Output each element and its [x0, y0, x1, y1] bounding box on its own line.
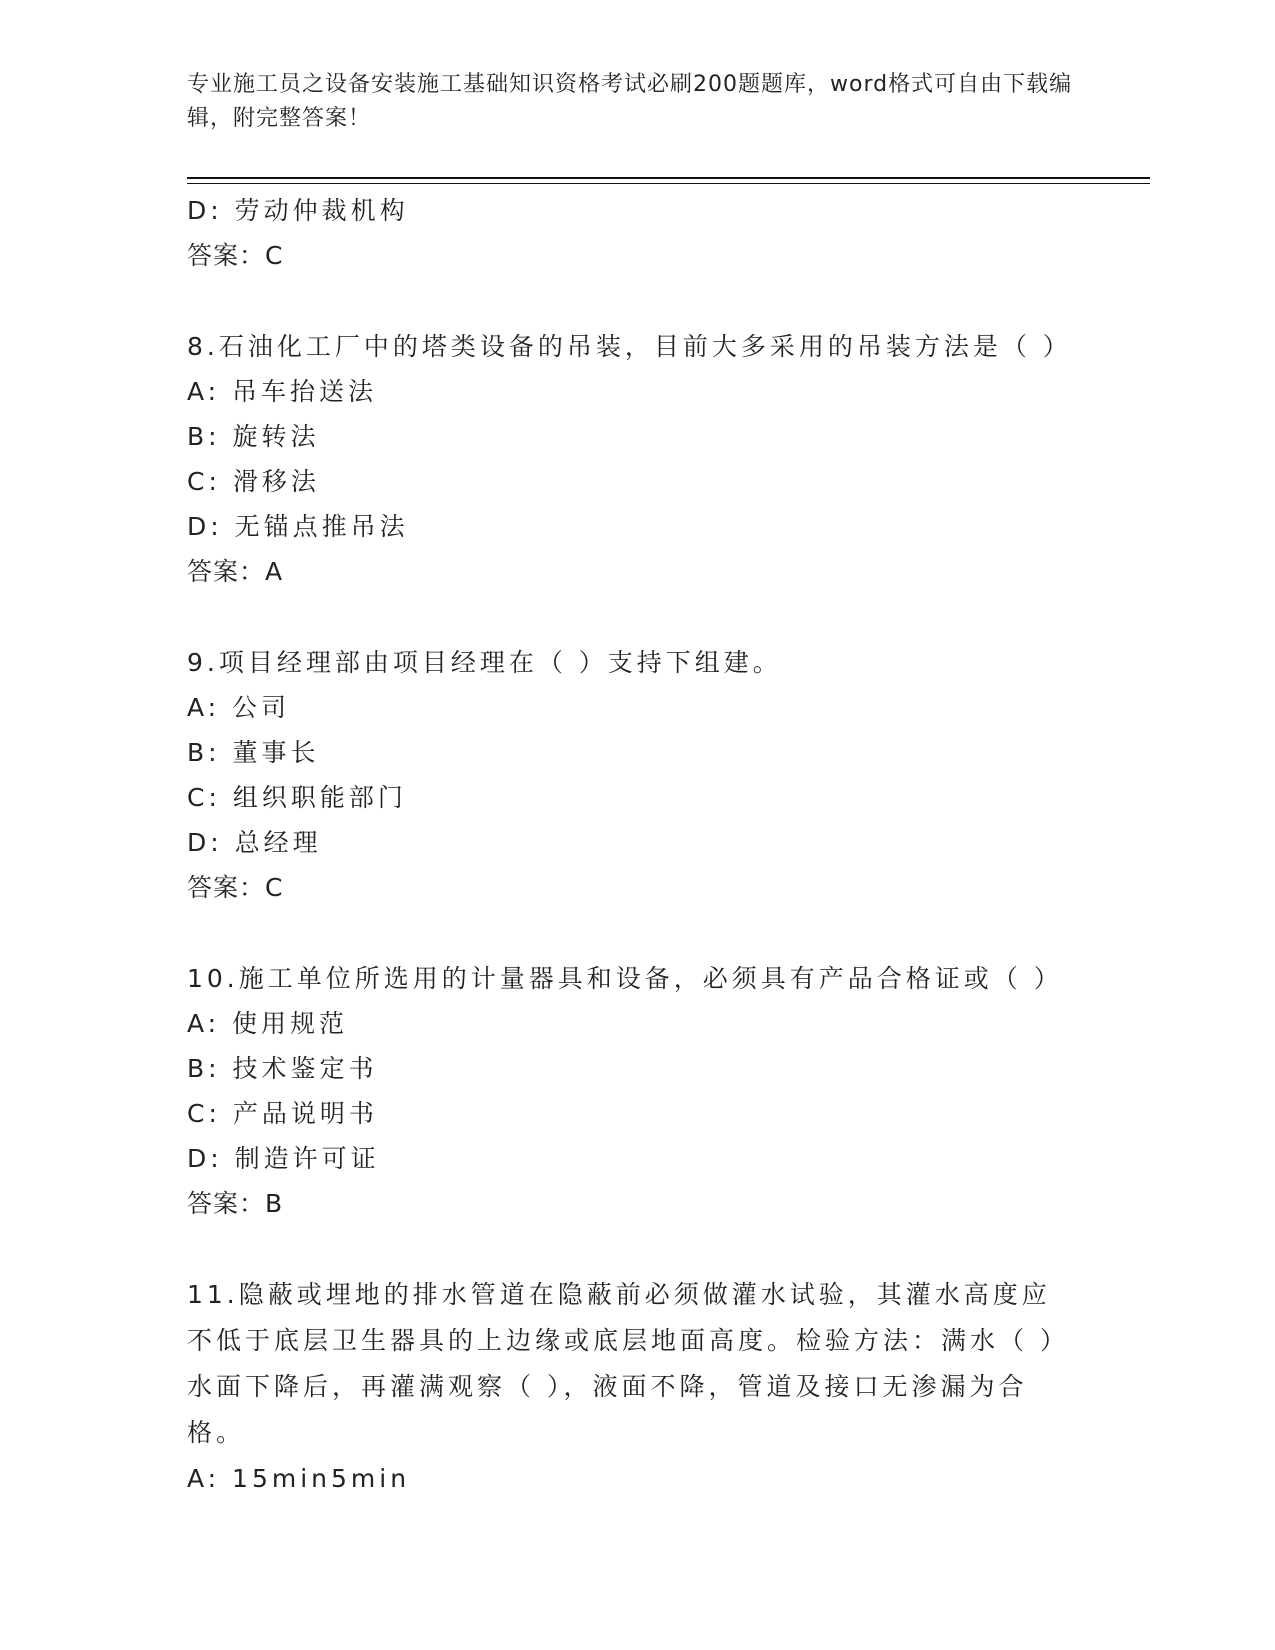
option-c: C: 组织职能部门 [187, 783, 407, 812]
option-c: C: 产品说明书 [187, 1099, 378, 1128]
spacer [187, 1226, 1087, 1272]
option-b: B: 董事长 [187, 738, 320, 767]
option-a: A: 15min5min [187, 1464, 411, 1493]
prev-option-d: D: 劳动仲裁机构 [187, 196, 409, 225]
header-rule-thin [187, 183, 1150, 184]
question-10 [187, 956, 1087, 1226]
header-rule-thick [187, 177, 1150, 179]
option-d: D: 总经理 [187, 828, 322, 857]
question-text: 9.项目经理部由项目经理在（ ）支持下组建。 [187, 648, 782, 677]
answer: 答案：B [187, 1189, 284, 1218]
prev-answer: 答案：C [187, 241, 284, 270]
option-c: C: 滑移法 [187, 467, 320, 496]
option-a: A: 使用规范 [187, 1009, 349, 1038]
option-d: D: 制造许可证 [187, 1144, 380, 1173]
question-text: 8.石油化工厂中的塔类设备的吊装，目前大多采用的吊装方法是（ ） [187, 332, 1072, 361]
option-d: D: 无锚点推吊法 [187, 512, 409, 541]
question-9 [187, 640, 1087, 910]
answer: 答案：C [187, 873, 284, 902]
option-a: A: 吊车抬送法 [187, 377, 378, 406]
option-a: A: 公司 [187, 693, 291, 722]
question-8 [187, 324, 1087, 594]
spacer [187, 910, 1087, 956]
question-text: 10.施工单位所选用的计量器具和设备，必须具有产品合格证或（ ） [187, 964, 1063, 993]
document-header: 专业施工员之设备安装施工基础知识资格考试必刷200题题库，word格式可自由下载编辑，附完整答案！ [187, 72, 1073, 131]
document-body [187, 188, 1087, 1501]
option-b: B: 技术鉴定书 [187, 1054, 378, 1083]
answer: 答案：A [187, 557, 284, 586]
spacer [187, 278, 1087, 324]
question-text: 11.隐蔽或埋地的排水管道在隐蔽前必须做灌水试验，其灌水高度应不低于底层卫生器具的上边缘或底层地面高度。检验方法：满水（ ）水面下降后，再灌满观察（ ），液面不降，管道及接口无渗漏为合格。 [187, 1280, 1057, 1447]
question-11 [187, 1272, 1087, 1501]
option-b: B: 旋转法 [187, 422, 320, 451]
spacer [187, 594, 1087, 640]
